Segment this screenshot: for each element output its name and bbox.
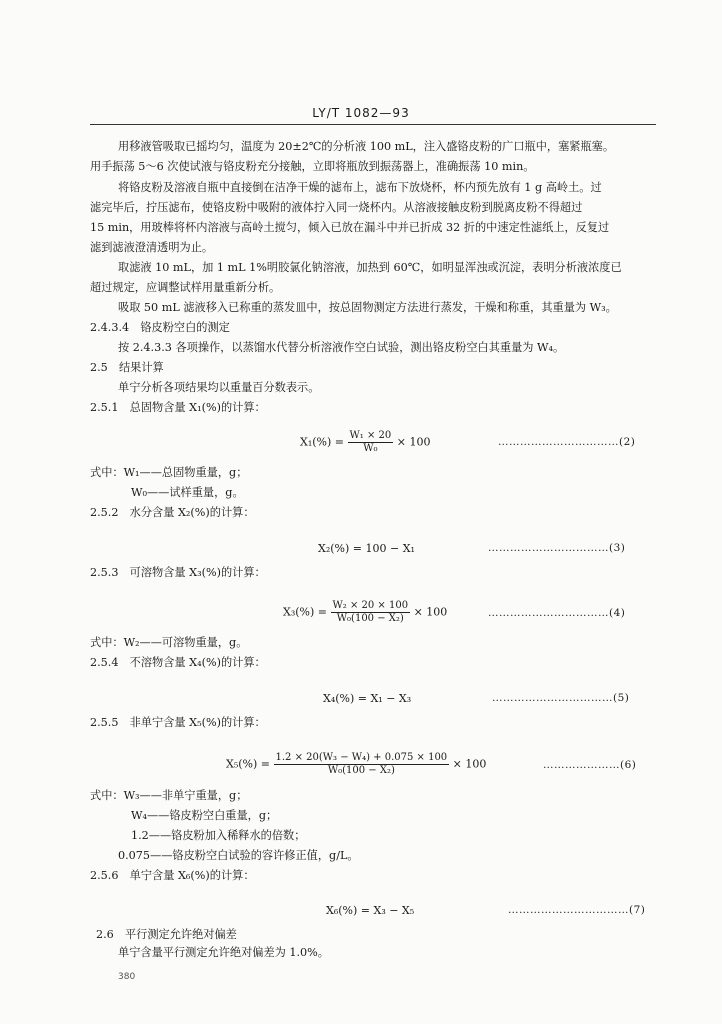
eq6-numerator: 1.2 × 20(W₃ − W₄) + 0.075 × 100 [275, 752, 448, 763]
equation-number: ……………………………(2) [498, 436, 636, 448]
section-heading: 2.5 结果计算 [90, 361, 164, 374]
section-heading: 2.5.4 不溶物含量 X₄(%)的计算： [90, 656, 266, 669]
where-line: W₀——试样重量，g。 [131, 486, 244, 499]
eq6-denominator: W₀(100 − X₂) [327, 765, 395, 776]
paragraph-line: 将铬皮粉及溶液自瓶中直接倒在洁净干燥的滤布上，滤布下放烧杯，杯内预先放有 1 g 高岭土。过 [118, 181, 602, 194]
eq4-lhs: X₃(%) = [283, 605, 327, 619]
running-header: LY/T 1082—93 [312, 106, 410, 120]
where-line: W₄——铬皮粉空白重量，g； [131, 809, 278, 822]
equation-2 [300, 430, 430, 455]
where-line: 0.075——铬皮粉空白试验的容许修正值，g/L。 [118, 849, 359, 862]
paragraph-line: 滤到滤液澄清透明为止。 [90, 241, 214, 254]
section-heading: 2.5.6 单宁含量 X₆(%)的计算： [90, 869, 255, 882]
eq6-lhs: X₅(%) = [226, 757, 270, 771]
section-heading: 2.5.3 可溶物含量 X₃(%)的计算： [90, 566, 266, 579]
equation-number: ……………………………(4) [488, 607, 626, 619]
section-heading: 2.5.1 总固物含量 X₁(%)的计算： [90, 401, 266, 414]
eq2-tail: × 100 [396, 435, 431, 449]
eq6-fraction [274, 752, 450, 777]
page-number: 380 [118, 972, 136, 982]
paragraph-line: 吸取 50 mL 滤液移入已称重的蒸发皿中，按总固物测定方法进行蒸发，干燥和称重，其重量为 W₃。 [118, 301, 617, 314]
equation-7: X₆(%) = X₃ − X₅ [326, 904, 415, 917]
eq2-lhs: X₁(%) = [300, 435, 344, 449]
section-heading: 2.5.5 非单宁含量 X₅(%)的计算： [90, 716, 266, 729]
section-heading: 2.4.3.4 铬皮粉空白的测定 [90, 321, 230, 334]
equation-4 [283, 600, 447, 625]
section-heading: 2.5.2 水分含量 X₂(%)的计算： [90, 506, 255, 519]
paragraph-line: 单宁分析各项结果均以重量百分数表示。 [118, 381, 320, 394]
equation-6 [226, 752, 486, 777]
equation-number: ……………………………(7) [508, 904, 646, 916]
eq4-denominator: W₀(100 − X₂) [336, 613, 404, 624]
equation-number: …………………(6) [543, 759, 637, 771]
paragraph-line: 用手振荡 5～6 次使试液与铬皮粉充分接触，立即将瓶放到振荡器上，准确振荡 10 min。 [90, 160, 535, 173]
where-line: 式中：W₁——总固物重量，g； [90, 466, 248, 479]
where-line: 式中：W₂——可溶物重量，g。 [90, 636, 248, 649]
equation-number: ……………………………(3) [488, 542, 626, 554]
where-line: 1.2——铬皮粉加入稀释水的倍数； [131, 829, 306, 842]
eq2-denominator: W₀ [363, 443, 378, 454]
eq4-tail: × 100 [413, 605, 448, 619]
paragraph-line: 15 min，用玻棒将杯内溶液与高岭土搅匀，倾入已放在漏斗中并已折成 32 折的中速定性滤纸上，反复过 [90, 221, 610, 234]
section-heading: 2.6 平行测定允许绝对偏差 [96, 928, 237, 941]
paragraph-line: 用移液管吸取已摇均匀，温度为 20±2℃的分析液 100 mL，注入盛铬皮粉的广口瓶中，塞紧瓶塞。 [118, 140, 615, 153]
paragraph-line: 单宁含量平行测定允许绝对偏差为 1.0%。 [118, 946, 329, 959]
header-rule [90, 124, 656, 125]
eq4-fraction [331, 600, 411, 625]
equation-5: X₄(%) = X₁ − X₃ [323, 692, 412, 705]
eq4-numerator: W₂ × 20 × 100 [332, 600, 409, 611]
where-line: 式中：W₃——非单宁重量，g； [90, 789, 248, 802]
eq2-fraction [348, 430, 394, 455]
paragraph-line: 超过规定，应调整试样用量重新分析。 [90, 281, 281, 294]
equation-3: X₂(%) = 100 − X₁ [318, 542, 415, 555]
paragraph-line: 滤完毕后，拧压滤布，使铬皮粉中吸附的液体拧入同一烧杯内。从溶液接触皮粉到脱离皮粉不得超过 [90, 201, 583, 214]
paragraph-line: 按 2.4.3.3 各项操作，以蒸馏水代替分析溶液作空白试验，测出铬皮粉空白其重量为 W₄。 [118, 341, 565, 354]
eq6-tail: × 100 [452, 757, 487, 771]
equation-number: ……………………………(5) [492, 692, 630, 704]
paragraph-line: 取滤液 10 mL，加 1 mL 1%明胶氯化钠溶液，加热到 60℃，如明显浑浊或沉淀，表明分析液浓度已 [118, 261, 622, 274]
eq2-numerator: W₁ × 20 [349, 430, 392, 441]
